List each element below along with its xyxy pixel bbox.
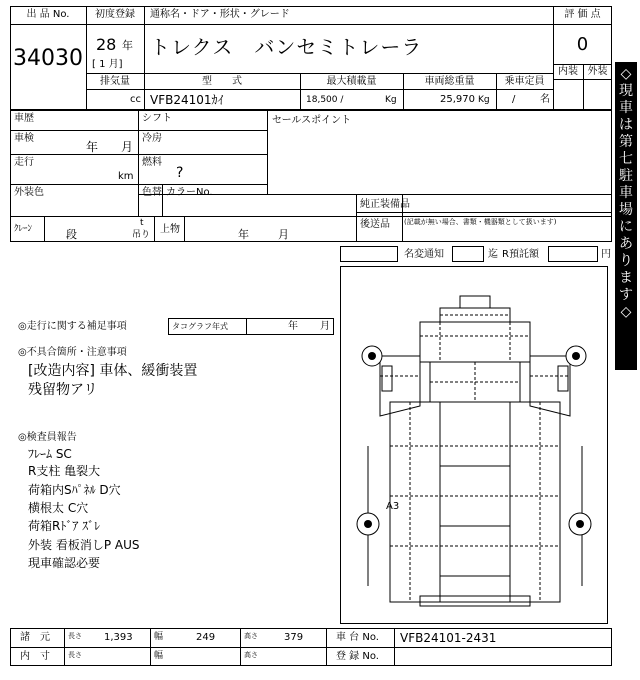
lot-number-label: 出 品 No. xyxy=(26,9,70,20)
name-change-label: 名変通知 xyxy=(404,249,444,260)
inspector-line-4: 横根太 C穴 xyxy=(28,501,89,515)
model-label: 型 式 xyxy=(202,76,242,87)
fuel-label: 燃料 xyxy=(142,157,162,168)
shipping-note: (記載が無い場合、書類・機器類として扱います) xyxy=(404,218,557,226)
gross-weight-unit: Kg xyxy=(478,95,490,105)
evaluation-label: 評 価 点 xyxy=(564,9,601,20)
displacement-unit: cc xyxy=(130,94,141,105)
defect-line-1: [改造内容] 車体、緩衝装置 xyxy=(28,363,198,379)
location-banner xyxy=(615,62,637,370)
capacity-label: 乗車定員 xyxy=(504,76,545,87)
max-load-value: 18,500 / xyxy=(306,95,344,105)
right-front-panel xyxy=(530,356,570,416)
vehicle-name-label: 通称名・ドア・形状・グレード xyxy=(150,9,290,20)
exterior-grade-label: 外装 xyxy=(587,66,608,77)
max-load-label: 最大積載量 xyxy=(326,76,377,87)
damage-marker-a3: A3 xyxy=(386,501,400,512)
history-label: 車歴 xyxy=(14,113,34,124)
defects-header: ◎不具合箇所・注意事項 xyxy=(18,347,127,358)
inspection-label: 車検 xyxy=(14,133,34,144)
crane-hang-unit: 吊り xyxy=(132,230,151,240)
height-label: 高さ xyxy=(244,632,258,640)
deadline-box xyxy=(452,246,484,262)
genuine-equipment-label: 純正装備品 xyxy=(360,199,410,210)
length-value: 1,393 xyxy=(104,632,133,643)
chassis-label: 車 台 No. xyxy=(336,632,379,643)
mileage-unit: km xyxy=(118,171,134,182)
registration-label: 登 録 No. xyxy=(336,651,379,662)
capacity-unit: 名 xyxy=(540,94,550,105)
vehicle-diagram xyxy=(340,266,608,624)
cab-roof xyxy=(420,322,530,362)
dims-label: 諸 元 xyxy=(20,632,50,643)
lot-number: 34030 xyxy=(13,46,83,71)
evaluation-score: 0 xyxy=(576,34,589,55)
gross-weight-value: 25,970 xyxy=(440,94,475,105)
displacement-label: 排気量 xyxy=(100,76,130,87)
tacho-label: タコグラフ年式 xyxy=(172,322,228,331)
inspector-line-6: 外装 看板消しP AUS xyxy=(28,538,140,552)
interior-dims-label: 内 寸 xyxy=(20,651,50,662)
r-deposit-label: R預託額 xyxy=(502,249,539,260)
inspector-line-2: R支柱 亀裂大 xyxy=(28,464,101,478)
driving-notes-header: ◎走行に関する補足事項 xyxy=(18,321,127,332)
fuel-value: ? xyxy=(176,165,184,181)
yen-unit: 円 xyxy=(601,249,611,260)
shipping-label: 後送品 xyxy=(360,219,390,230)
trailer-box xyxy=(390,402,560,602)
width-value: 249 xyxy=(196,632,216,643)
mount-year-unit: 年 xyxy=(238,228,249,241)
mount-month-unit: 月 xyxy=(278,228,289,241)
r-deposit-box xyxy=(548,246,598,262)
shift-label: シフト xyxy=(142,113,172,124)
crane-label: ｸﾚｰﾝ xyxy=(14,224,33,234)
inspector-line-3: 荷箱内Sﾊﾟﾈﾙ D穴 xyxy=(28,483,121,497)
rear-bumper xyxy=(420,596,530,606)
tacho-month-unit: 月 xyxy=(320,321,330,332)
inspector-line-1: ﾌﾚｰﾑ SC xyxy=(28,447,72,461)
color-no-label: カラーNo. xyxy=(166,187,213,198)
inspector-line-7: 現車確認必要 xyxy=(28,556,101,570)
mileage-label: 走行 xyxy=(14,157,34,168)
length-label: 長さ xyxy=(68,632,82,640)
left-front-panel xyxy=(380,356,420,416)
height-value: 379 xyxy=(284,632,304,643)
interior-height-label: 高さ xyxy=(244,651,258,659)
interior-width-label: 幅 xyxy=(154,651,164,661)
inspection-year-unit: 年 xyxy=(86,140,99,154)
deadline-label: 迄 xyxy=(488,249,498,260)
name-change-box xyxy=(340,246,398,262)
interior-grade-label: 内装 xyxy=(558,66,578,77)
first-registration-year: 28 xyxy=(96,35,117,54)
location-banner-text: ◇ 現 車 は 第 七 駐 車 場 に あ り ま す ◇ xyxy=(619,66,633,320)
width-label: 幅 xyxy=(154,632,164,642)
year-unit: 年 xyxy=(122,39,133,52)
crane-ton-unit: t xyxy=(140,218,144,228)
mount-label: 上物 xyxy=(160,224,180,235)
color-swap-label: 色替 xyxy=(142,187,162,198)
crane-steps-unit: 段 xyxy=(66,228,77,241)
ac-label: 冷房 xyxy=(142,133,162,144)
tacho-year-unit: 年 xyxy=(288,321,298,332)
first-registration-label: 初度登録 xyxy=(95,9,135,20)
model-value: VFB24101ｶｲ xyxy=(150,93,224,107)
inspector-line-5: 荷箱Rﾄﾞｱ ｽﾞﾚ xyxy=(28,519,101,533)
inspection-month-unit: 月 xyxy=(121,140,134,154)
max-load-unit: Kg xyxy=(385,95,397,105)
selling-points-label: セールスポイント xyxy=(272,115,352,126)
gross-weight-label: 車両総重量 xyxy=(424,76,475,87)
vehicle-name: トレクス バンセミトレーラ xyxy=(150,35,423,59)
chassis-value: VFB24101-2431 xyxy=(400,631,497,645)
defect-line-2: 残留物アリ xyxy=(28,382,98,398)
interior-length-label: 長さ xyxy=(68,651,82,659)
first-registration-month: [ 1 月] xyxy=(92,59,123,70)
inspector-header: ◎検査員報告 xyxy=(18,432,77,443)
exterior-color-label: 外装色 xyxy=(14,187,44,198)
capacity-value: / xyxy=(512,94,516,105)
fifth-wheel-plate xyxy=(460,296,490,308)
